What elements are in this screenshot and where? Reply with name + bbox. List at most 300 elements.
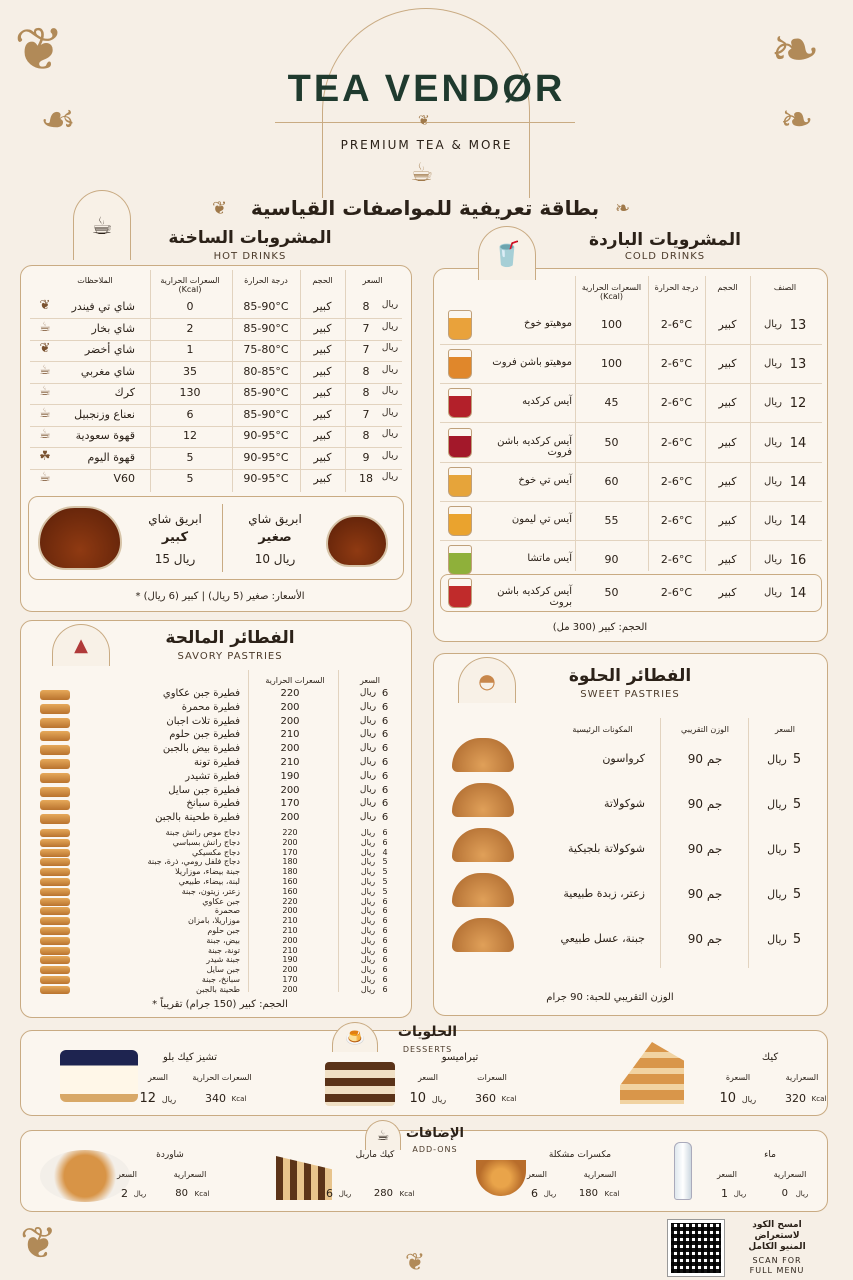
savory-row-currency: ريال (360, 906, 376, 916)
row-divider (30, 426, 402, 427)
hot-row-name: شاي مغربي (80, 364, 135, 378)
hot-row-size: كبير (313, 450, 332, 464)
addon-kcal: 80 (175, 1188, 188, 1199)
hot-header-kcal: السعرات الحرارية (Kcal) (160, 276, 220, 294)
savory-row-name: دجاج موص رانش جبنة (165, 828, 240, 837)
savory-row-name: صحمرة (214, 906, 240, 916)
savory-row-name: زعتر، زيتون، جبنة (181, 886, 240, 896)
hot-drinks-title: المشروبات الساخنة (168, 228, 332, 248)
savory-row-currency: ريال (359, 688, 377, 698)
savory-row-currency: ريال (360, 877, 376, 886)
desserts-subtitle: DESSERTS (402, 1045, 453, 1054)
savory-row-name: فطيرة سبانخ (186, 798, 240, 810)
hot-row-name: شاي تي فيندر (71, 300, 135, 313)
cold-row-temp: 2-6°C (660, 474, 693, 488)
drink-glass-icon (448, 388, 472, 418)
savory-row-price: 6 (381, 770, 389, 782)
cold-row-size: كبير (718, 357, 737, 371)
sweet-row-price: 5 (792, 842, 802, 857)
hot-row-price: 8 (362, 300, 370, 313)
dessert-kcal-label: السعرات الحرارية (192, 1073, 252, 1082)
hot-row-temp: 90-95°C (243, 429, 289, 442)
savory-row-price: 6 (381, 812, 389, 824)
row-divider (30, 447, 402, 448)
sweet-subtitle: SWEET PASTRIES (580, 689, 680, 700)
savory-row-name: جبن سايل (206, 965, 240, 975)
cold-row-size: كبير (718, 318, 737, 331)
cheesecake-image (60, 1050, 138, 1102)
savory-row-name: فطيرة طحينة بالجبن (155, 812, 240, 824)
dessert-name: تشيز كيك بلو (162, 1052, 218, 1063)
cold-row-temp: 2-6°C (660, 357, 693, 371)
cold-row-currency: ريال (764, 554, 782, 566)
hot-row-price: 9 (362, 450, 370, 464)
savory-row-price: 6 (382, 926, 388, 935)
savory-row-kcal: 160 (282, 886, 298, 896)
dessert-kcal: 360 (475, 1092, 496, 1105)
savory-row-currency: ريال (360, 847, 376, 857)
leaf-branch-icon: ❧ (770, 15, 821, 85)
savory-pastry-icon (40, 839, 70, 847)
savory-row-currency: ريال (359, 812, 377, 823)
dessert-price-label: السعر (147, 1073, 169, 1082)
hot-drinks-arch: ☕ (73, 190, 131, 260)
hot-row-price: 8 (362, 386, 370, 399)
cold-row-kcal: 45 (604, 396, 619, 410)
row-divider (440, 462, 822, 463)
cold-header-item: الصنف (773, 283, 797, 292)
cold-row-temp: 2-6°C (660, 396, 693, 410)
savory-row-kcal: 220 (282, 896, 298, 906)
hot-row-kcal: 35 (183, 364, 197, 378)
sweet-row-name: كرواسون (602, 752, 645, 765)
savory-row-kcal: 200 (280, 743, 300, 755)
sweet-row-currency: ريال (767, 843, 787, 856)
savory-row-price: 6 (382, 984, 388, 994)
addon-name: شاوردة (156, 1150, 184, 1160)
pot-small-title: ابريق شاي (248, 512, 302, 526)
hot-row-currency: ريال (381, 450, 399, 461)
tea-cup-icon: ☕ (410, 158, 434, 188)
savory-row-name: فطيرة تشيدر (185, 770, 240, 782)
savory-pastry-icon (40, 745, 70, 755)
savory-pastry-icon (40, 704, 70, 714)
hot-row-size: كبير (313, 300, 332, 313)
addon-price: 6 (326, 1187, 333, 1200)
cold-row-name: آيس كركديه (522, 396, 572, 408)
hot-row-price: 7 (362, 343, 370, 356)
hot-row-temp: 90-95°C (243, 472, 289, 485)
hot-row-size: كبير (313, 472, 332, 485)
cold-row-temp: 2-6°C (660, 586, 693, 599)
sweet-row-currency: ريال (767, 753, 787, 766)
row-divider (440, 344, 822, 345)
pot-small-price: ريال 10 (254, 552, 296, 566)
dessert-name: تيراميسو (441, 1052, 479, 1063)
sweet-row-weight: 90 جم (687, 887, 723, 901)
cold-drinks-title: المشرويات الباردة (589, 230, 741, 250)
sweet-row-currency: ريال (767, 888, 787, 901)
savory-row-kcal: 200 (280, 784, 300, 796)
savory-row-kcal: 180 (282, 857, 298, 867)
savory-row-kcal: 170 (282, 975, 298, 984)
sweet-title: الفطائر الحلوة (568, 666, 692, 686)
cold-row-temp: 2-6°C (660, 318, 693, 331)
savory-row-name: فطيرة تلات اجبان (166, 715, 240, 727)
hot-row-temp: 80-85°C (243, 364, 289, 378)
addon-currency: ريال (133, 1190, 147, 1198)
cold-row-name: آيس تي ليمون (511, 514, 572, 525)
hot-row-size: كبير (313, 386, 332, 399)
hot-row-size: كبير (313, 407, 332, 421)
savory-row-name: جبنة بيضاء، موزاريلا (175, 867, 240, 877)
savory-pastry-icon (40, 787, 70, 797)
savory-row-price: 6 (382, 935, 388, 945)
cold-row-name: موهيتو خوخ (524, 318, 572, 329)
savory-row-price: 6 (382, 837, 388, 847)
hot-row-kcal: 2 (186, 321, 194, 335)
savory-row-name: فطيرة تونة (193, 757, 240, 768)
hot-row-price: 8 (362, 364, 370, 378)
drink-glass-icon (448, 506, 472, 536)
row-divider (440, 422, 822, 423)
leaf-icon: ❧ (615, 198, 631, 219)
savory-row-currency: ريال (360, 857, 376, 867)
savory-row-currency: ريال (360, 837, 376, 847)
savory-row-kcal: 170 (282, 847, 298, 857)
savory-row-kcal: 200 (282, 965, 298, 975)
hot-row-size: كبير (313, 343, 332, 356)
cold-row-name: آيس ماتشا (527, 553, 572, 565)
dessert-price-label: السعرة (725, 1073, 751, 1082)
drink-icon: ☘ (39, 448, 51, 464)
savory-pastry-icon (40, 858, 70, 866)
sweet-row-currency: ريال (767, 933, 787, 946)
addon-price-label: السعر (716, 1170, 738, 1179)
savory-row-price: 6 (381, 688, 389, 699)
savory-pastry-icon (40, 956, 70, 964)
dessert-kcal-label: السعرارية (785, 1073, 819, 1082)
addon-currency: ريال (338, 1190, 352, 1198)
addon-price-label: السعر (116, 1170, 138, 1179)
sweet-row-weight: 90 جم (687, 932, 723, 946)
savory-row-price: 6 (381, 715, 389, 727)
addon-price: 1 (721, 1187, 728, 1200)
hot-row-name: قهوة اليوم (87, 450, 135, 464)
hot-row-currency: ريال (381, 321, 399, 332)
savory-row-name: تونة، جبنة (207, 945, 240, 955)
savory-header-kcal: السعرات الحرارية (265, 676, 325, 685)
cold-row-kcal: 100 (601, 357, 622, 371)
desserts-arch: 🍮 (332, 1022, 378, 1052)
dessert-kcal-unit: Kcal (231, 1095, 247, 1103)
cold-row-currency: ريال (764, 587, 782, 598)
savory-header-price: السعر (359, 676, 381, 685)
savory-row-price: 6 (382, 965, 388, 975)
savory-pastry-icon (40, 829, 70, 837)
cold-note: الحجم: كبير (300 مل) (552, 622, 648, 633)
hot-row-name: V60 (113, 472, 135, 485)
dessert-currency: ريال (741, 1095, 757, 1104)
hot-row-currency: ريال (381, 364, 399, 375)
hot-row-kcal: 12 (183, 429, 197, 442)
cold-row-name: آيس تي خوخ (518, 474, 572, 486)
dessert-currency: ريال (431, 1095, 447, 1104)
row-divider (30, 469, 402, 470)
cold-header-kcal: السعرات الحرارية (Kcal) (581, 283, 642, 301)
savory-pastry-icon (40, 718, 70, 728)
tiramisu-image (325, 1062, 395, 1106)
cold-row-kcal: 60 (604, 474, 619, 488)
cold-row-currency: ريال (764, 436, 782, 448)
cold-row-temp: 2-6°C (660, 514, 693, 527)
hot-row-kcal: 5 (186, 450, 194, 464)
water-bottle-image (674, 1142, 692, 1200)
sweet-row-price: 5 (792, 797, 802, 812)
savory-row-price: 6 (382, 975, 388, 984)
drink-icon: ☕ (39, 362, 51, 378)
sweet-row-weight: 90 جم (687, 842, 723, 856)
sweet-row-name: شوكولاتة (603, 797, 645, 810)
savory-pastry-icon (40, 937, 70, 945)
savory-pastry-icon (40, 814, 70, 824)
cold-row-size: كبير (718, 553, 737, 567)
drink-glass-icon (448, 467, 472, 497)
sweet-row-price: 5 (792, 887, 802, 902)
dessert-kcal-unit: Kcal (501, 1095, 517, 1103)
dessert-kcal-label: السعرات (477, 1073, 507, 1082)
hot-row-currency: ريال (381, 300, 399, 310)
sweet-row-name: شوكولاتة بلجيكية (568, 842, 645, 855)
cold-row-size: كبير (718, 396, 737, 410)
savory-pastry-icon (40, 947, 70, 955)
addon-currency: ريال (543, 1190, 557, 1198)
addon-price: 6 (531, 1187, 538, 1200)
leaf-branch-icon: ☙ (40, 97, 76, 143)
hot-row-name: قهوة سعودية (75, 429, 135, 442)
addon-name: مكسرات مشكلة (548, 1150, 612, 1160)
hot-row-name: شاي بخار (91, 321, 135, 335)
addon-price-label: السعر (526, 1170, 548, 1179)
hot-row-name: شاي أخضر (84, 343, 135, 356)
savory-row-price: 6 (381, 701, 389, 713)
row-divider (30, 383, 402, 384)
savory-row-name: موزاريلا، بامزان (188, 916, 240, 926)
qr-code[interactable] (668, 1220, 724, 1276)
cold-row-price: 14 (789, 474, 807, 490)
cold-row-price: 13 (789, 357, 807, 373)
dessert-price: 12 (139, 1091, 156, 1106)
savory-row-currency: ريال (359, 757, 377, 767)
cold-row-price: 14 (789, 435, 807, 451)
savory-row-price: 6 (382, 828, 388, 837)
hot-row-size: كبير (313, 364, 332, 378)
teapot-icon (326, 515, 388, 567)
savory-row-name: جبنة شيدر (206, 955, 240, 965)
savory-row-kcal: 190 (282, 955, 298, 965)
savory-row-name: بيض، جبنة (206, 935, 240, 945)
row-divider (30, 318, 402, 319)
savory-row-name: دجاج فلفل رومي، ذرة، جبنة (147, 857, 240, 867)
savory-pastry-icon (40, 917, 70, 925)
row-divider (440, 501, 822, 502)
dessert-kcal: 340 (205, 1092, 226, 1105)
qr-text-ar: امسح الكود لاستعراض المنيو الكامل (748, 1220, 806, 1252)
savory-row-name: سبانخ، جبنة (201, 975, 240, 984)
savory-pastry-icon (40, 976, 70, 984)
cold-header-size: الحجم (717, 283, 738, 292)
hot-row-price: 7 (362, 407, 370, 421)
leaf-icon: ❦ (405, 1248, 426, 1276)
savory-row-currency: ريال (360, 955, 376, 965)
savory-row-name: فطيرة جبن عكاوي (162, 688, 240, 699)
addons-arch: ☕ (365, 1120, 401, 1150)
savory-row-price: 6 (382, 906, 388, 916)
savory-row-currency: ريال (360, 975, 376, 984)
savory-pastry-icon (40, 986, 70, 994)
savory-row-kcal: 160 (282, 877, 298, 886)
sweet-row-price: 5 (792, 752, 802, 767)
cold-header-temp: درجة الحرارة (654, 283, 699, 292)
savory-row-price: 5 (382, 877, 388, 886)
addon-kcal-unit: Kcal (604, 1190, 620, 1198)
hot-row-temp: 85-90°C (243, 407, 289, 421)
savory-pastry-icon (40, 800, 70, 810)
cold-row-name: آيس كركديه باشن فروت (497, 435, 572, 458)
savory-row-currency: ريال (360, 896, 376, 906)
row-divider (440, 383, 822, 384)
sweet-row-name: زعتر، زبدة طبيعية (563, 887, 645, 900)
savory-row-kcal: 190 (280, 770, 300, 782)
savory-pastry-icon (40, 731, 70, 741)
savory-row-kcal: 200 (282, 935, 298, 945)
cold-row-currency: ريال (764, 515, 782, 526)
sweet-row-name: جبنة، عسل طبيعي (560, 932, 645, 945)
savory-row-name: دجاج رانش بسباسي (172, 837, 240, 847)
addon-kcal-label: السعرارية (583, 1170, 617, 1179)
sweet-header-weight: الوزن التقريبي (681, 725, 729, 734)
drink-glass-icon (448, 545, 472, 575)
addon-kcal-unit: Kcal (399, 1190, 415, 1198)
cold-row-temp: 2-6°C (660, 435, 693, 449)
leaf-icon: ❦ (418, 113, 430, 129)
card-title: بطاقة تعريفية للمواصفات القياسية (250, 196, 600, 220)
addon-kcal-label: السعرارية (773, 1170, 807, 1179)
savory-row-currency: ريال (359, 729, 377, 740)
hot-row-kcal: 6 (186, 407, 194, 421)
drink-icon: ☕ (39, 319, 51, 335)
hot-row-currency: ريال (381, 386, 399, 396)
hot-row-currency: ريال (381, 429, 399, 439)
savory-row-currency: ريال (359, 784, 377, 795)
savory-row-kcal: 200 (280, 701, 300, 713)
savory-arch: ▲ (52, 624, 110, 666)
savory-row-kcal: 180 (282, 867, 298, 877)
sweet-row-price: 5 (792, 932, 802, 947)
sweet-header-price: السعر (774, 725, 796, 734)
savory-row-name: جبن حلوم (207, 926, 240, 935)
savory-row-price: 6 (382, 955, 388, 965)
savory-row-kcal: 220 (280, 688, 300, 699)
sweet-row-currency: ريال (767, 798, 787, 811)
savory-row-kcal: 200 (280, 715, 300, 727)
savory-pastry-icon (40, 773, 70, 783)
leaf-branch-icon: ❦ (20, 1218, 57, 1269)
pot-large-title: ابريق شاي (148, 512, 202, 526)
hot-header-notes: الملاحظات (77, 276, 113, 285)
savory-row-price: 6 (381, 729, 389, 741)
savory-pastry-icon (40, 907, 70, 915)
sweet-note: الوزن التقريبي للحبة: 90 جرام (546, 992, 674, 1003)
savory-pastry-icon (40, 868, 70, 876)
drink-icon: ☕ (39, 470, 51, 485)
cold-row-currency: ريال (764, 397, 782, 409)
hot-row-temp: 90-95°C (243, 450, 289, 464)
dessert-name: كيك (761, 1052, 779, 1063)
hot-drinks-subtitle: HOT DRINKS (213, 251, 287, 262)
savory-row-kcal: 210 (280, 757, 300, 768)
addon-kcal-unit: ريال (795, 1190, 809, 1198)
drink-icon: ☕ (39, 427, 51, 442)
cold-row-price: 14 (789, 514, 807, 529)
hot-row-kcal: 1 (186, 343, 194, 356)
row-divider (30, 404, 402, 405)
drink-icon: ❦ (39, 298, 51, 313)
savory-row-price: 5 (382, 857, 388, 867)
savory-row-name: طحينة بالجبن (196, 984, 240, 994)
hot-row-price: 8 (362, 429, 370, 442)
cold-row-size: كبير (718, 435, 737, 449)
pot-large-size: كبير (161, 530, 189, 545)
hot-row-name: نعناع وزنجبيل (74, 407, 135, 421)
hot-row-temp: 85-90°C (243, 300, 289, 313)
hot-row-name: كرك (114, 386, 135, 399)
savory-row-currency: ريال (360, 945, 376, 955)
hot-row-price: 7 (362, 321, 370, 335)
cold-row-size: كبير (718, 514, 737, 527)
savory-row-price: 6 (382, 896, 388, 906)
cold-row-kcal: 100 (601, 318, 622, 331)
row-divider (440, 540, 822, 541)
addon-kcal: 0 (781, 1188, 788, 1199)
cold-row-price: 12 (789, 396, 807, 412)
addon-name: كيك ماربل (355, 1150, 395, 1160)
hot-row-kcal: 5 (186, 472, 194, 485)
brand-tagline: PREMIUM TEA & MORE (340, 138, 513, 152)
hot-row-currency: ريال (381, 343, 399, 353)
savory-pastry-icon (40, 878, 70, 886)
pot-small-size: صغير (258, 530, 292, 545)
savory-row-kcal: 210 (282, 916, 298, 926)
savory-row-currency: ريال (360, 935, 376, 945)
dessert-price: 10 (409, 1091, 426, 1106)
drink-glass-icon (448, 310, 472, 340)
cold-row-price: 14 (789, 586, 807, 601)
savory-pastry-icon (40, 898, 70, 906)
cold-row-kcal: 55 (604, 514, 619, 527)
dessert-kcal: 320 (785, 1092, 806, 1105)
savory-row-currency: ريال (359, 770, 377, 781)
teapot-icon (38, 506, 122, 570)
cold-row-currency: ريال (764, 319, 782, 330)
savory-note: * الحجم: كبير (150 جرام) تقريباً (152, 999, 288, 1010)
addon-kcal: 280 (373, 1188, 393, 1199)
row-divider (30, 340, 402, 341)
addons-title: الإضافات (405, 1126, 465, 1141)
savory-row-price: 6 (381, 784, 389, 796)
savory-row-currency: ريال (359, 715, 377, 726)
savory-row-kcal: 200 (282, 984, 298, 994)
